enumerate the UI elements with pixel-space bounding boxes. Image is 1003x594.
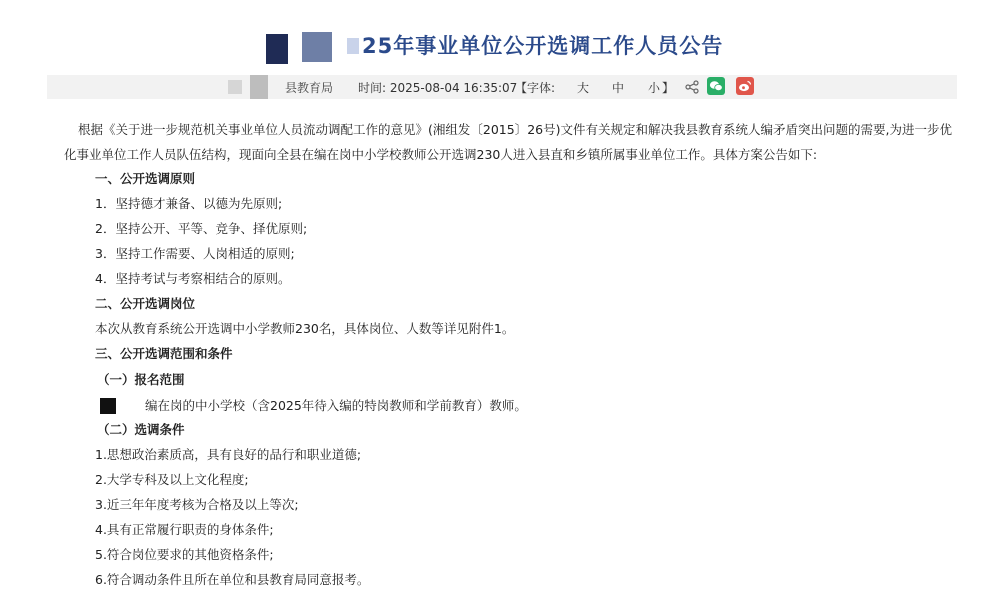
section-heading: 一、公开选调原则 <box>95 171 196 186</box>
redaction-block <box>302 32 332 62</box>
list-item: 1.思想政治素质高，具有良好的品行和职业道德; <box>95 447 362 462</box>
list-item: 3．坚持工作需要、人岗相适的原则; <box>95 246 295 261</box>
department-label: 县教育局 <box>285 81 334 95</box>
publish-time: 时间: 2025-08-04 16:35:07 <box>358 81 518 95</box>
share-icon[interactable] <box>685 80 699 94</box>
redaction-block <box>100 398 116 414</box>
weibo-icon[interactable] <box>736 77 754 95</box>
wechat-icon[interactable] <box>707 77 725 95</box>
list-item: 2.大学专科及以上文化程度; <box>95 472 249 487</box>
font-size-label-close: 】 <box>662 81 675 95</box>
page-title: 25年事业单位公开选调工作人员公告 <box>362 34 724 58</box>
subsection-heading: （二）选调条件 <box>97 422 185 437</box>
section-heading: 二、公开选调岗位 <box>95 296 196 311</box>
list-item: 5.符合岗位要求的其他资格条件; <box>95 547 274 562</box>
list-item: 6.符合调动条件且所在单位和县教育局同意报考。 <box>95 572 370 587</box>
subsection-heading: （一）报名范围 <box>97 372 185 387</box>
list-item: 4．坚持考试与考察相结合的原则。 <box>95 271 291 286</box>
list-item: 3.近三年年度考核为合格及以上等次; <box>95 497 299 512</box>
redaction-block <box>228 80 242 94</box>
list-item: 4.具有正常履行职责的身体条件; <box>95 522 274 537</box>
intro-paragraph-continued: 化事业单位工作人员队伍结构，现面向全县在编在岗中小学校教师公开选调230人进入县直和乡镇所属事业单位工作。具体方案公告如下: <box>64 147 818 162</box>
redaction-block <box>347 38 359 54</box>
paragraph: 本次从教育系统公开选调中小学教师230名，具体岗位、人数等详见附件1。 <box>95 321 515 336</box>
redaction-block <box>266 34 288 64</box>
meta-bar <box>47 75 957 99</box>
section-heading: 三、公开选调范围和条件 <box>95 346 233 361</box>
title-row <box>0 24 1003 64</box>
list-item: 2．坚持公开、平等、竞争、择优原则; <box>95 221 308 236</box>
font-small-button[interactable]: 小 <box>648 81 661 95</box>
font-size-label: 【字体: <box>515 81 556 95</box>
font-medium-button[interactable]: 中 <box>612 81 625 95</box>
paragraph: 编在岗的中小学校（含2025年待入编的特岗教师和学前教育）教师。 <box>145 398 527 413</box>
intro-paragraph: 根据《关于进一步规范机关事业单位人员流动调配工作的意见》(湘组发〔2015〕26号)文件有关规定和解决我县教育系统人编矛盾突出问题的需要,为进一步优 <box>78 122 952 137</box>
font-large-button[interactable]: 大 <box>577 81 590 95</box>
redaction-block <box>250 75 268 99</box>
list-item: 1．坚持德才兼备、以德为先原则; <box>95 196 283 211</box>
